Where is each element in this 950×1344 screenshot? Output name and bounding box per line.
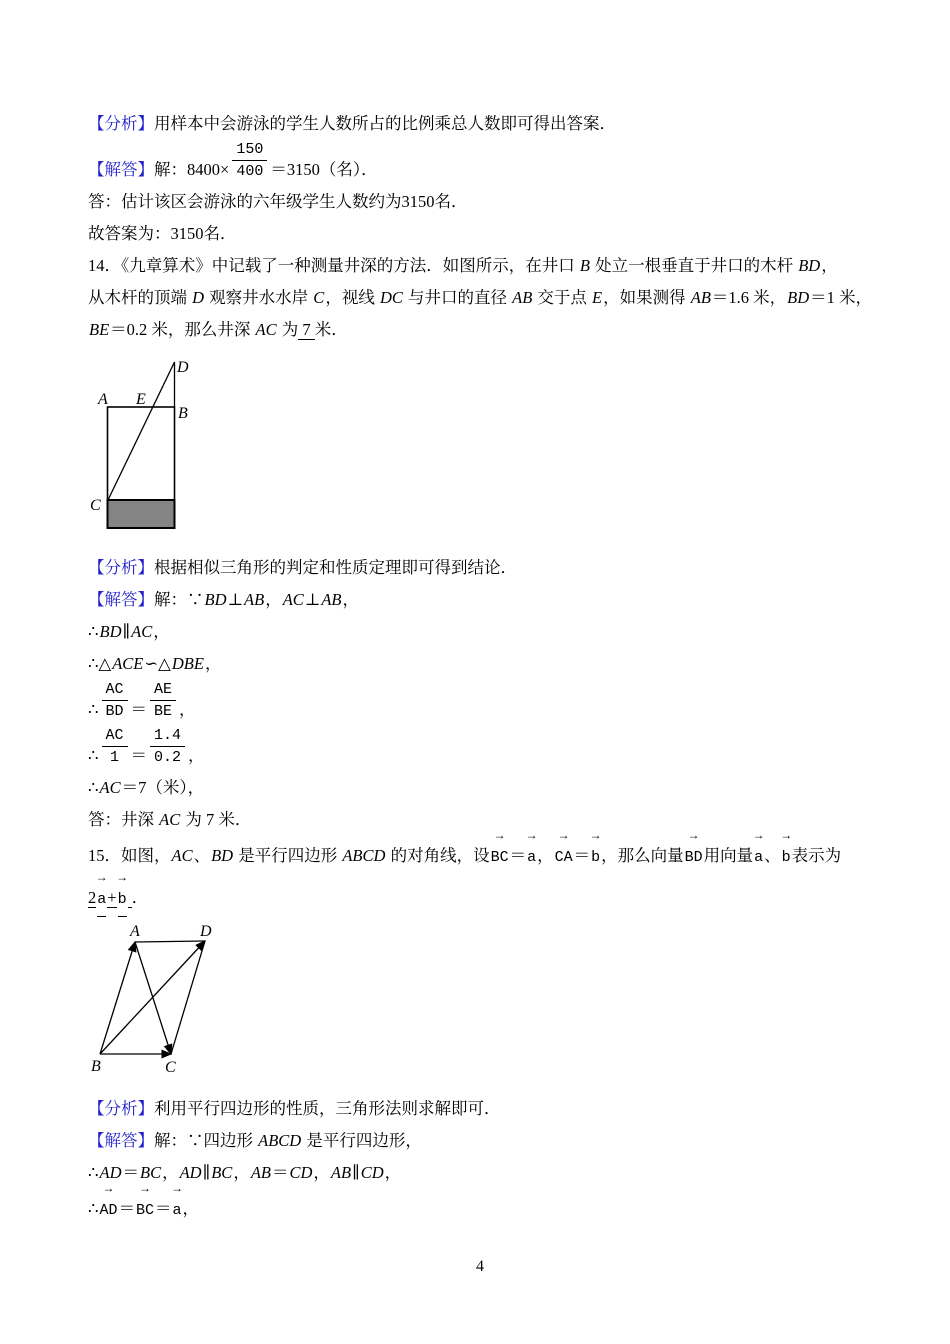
q15-solution-line-2 [88, 1157, 872, 1189]
text-segment: 的对角线，设 [386, 846, 490, 865]
text-segment: AC [171, 846, 193, 865]
text-segment: 、 [193, 846, 211, 865]
text-segment: DC [379, 288, 403, 307]
vector-arrow-icon: → [690, 829, 698, 843]
vector-arrow-icon: → [495, 829, 504, 843]
text-segment: + [107, 888, 117, 907]
text-segment: ， [233, 1163, 250, 1182]
label-a: A [98, 391, 108, 408]
q14-solution-line-5 [88, 726, 872, 772]
fraction-denominator: BD [105, 703, 124, 720]
label-b: B [91, 1058, 101, 1075]
q14-stem-line-2 [88, 282, 872, 314]
text-segment: ＝ [573, 846, 591, 865]
text-segment: 【分析】 [88, 558, 154, 577]
q15-solution-line-3 [88, 1182, 872, 1227]
text-segment: ＝3150（名）． [270, 160, 378, 179]
text-segment: ， [313, 1163, 330, 1182]
text-segment: ∴ [88, 700, 99, 719]
text-segment: 是平行四边形， [302, 1131, 422, 1150]
text-segment: ＝ [130, 746, 148, 765]
text-segment: 为 7 米． [181, 810, 252, 829]
parallelogram-diagram [88, 923, 248, 1083]
water-rect [108, 500, 175, 528]
text-segment: BD [204, 590, 227, 609]
vector-arrow-icon: → [527, 829, 536, 843]
fraction [150, 726, 185, 767]
q14-solution-line-2 [88, 616, 872, 648]
text-segment: 观察井水水岸 [205, 288, 313, 307]
text-segment: D [192, 288, 205, 307]
text-segment: ＝ [155, 1199, 172, 1218]
text-segment: ，如果测得 [603, 288, 690, 307]
text-segment: BD [99, 622, 122, 641]
q13-solution-line [88, 140, 872, 186]
text-segment: ， [153, 622, 170, 641]
fraction-numerator: AC [102, 726, 128, 747]
side-dc [171, 941, 205, 1054]
text-segment: 用向量 [703, 846, 754, 865]
text-segment: ∴ [88, 746, 99, 765]
vector-arrow-icon: → [104, 1182, 113, 1196]
label-c: C [90, 497, 101, 514]
fraction-denominator: 0.2 [154, 749, 182, 766]
text-segment: ∴ [88, 1163, 99, 1182]
page-number: 4 [476, 1258, 484, 1275]
vector: → BD [684, 829, 703, 866]
text-segment: ＝1.6 米， [711, 288, 787, 307]
text-segment: AC [159, 810, 181, 829]
text-segment: AB [512, 288, 533, 307]
q15-analysis-line [88, 1093, 872, 1125]
text-segment: 米． [314, 320, 348, 339]
text-segment: ， [537, 846, 554, 865]
text-segment: ， [188, 746, 205, 765]
text-segment: ＝1 米， [810, 288, 873, 307]
text-segment: AB [321, 590, 342, 609]
text-segment: AC [255, 320, 277, 339]
vector-arrow-icon: → [592, 829, 600, 843]
text-segment: ， [182, 1199, 200, 1218]
text-segment: ＝ [509, 846, 527, 865]
text-segment: 答：估计该区会游泳的六年级学生人数约为3150名． [88, 192, 468, 211]
text-segment: CD [360, 1163, 384, 1182]
text-segment: 【解答】 [88, 590, 154, 609]
text-segment: BD [211, 846, 234, 865]
text-segment: 是平行四边形 [234, 846, 342, 865]
text-segment: DBE [171, 654, 204, 673]
q14-analysis-line [88, 552, 872, 584]
text-segment: 交于点 [533, 288, 592, 307]
fraction-denominator: BE [154, 703, 173, 720]
vector: → a [527, 829, 537, 866]
text-segment: ＝ [130, 700, 148, 719]
text-segment: ＝ [122, 1163, 139, 1182]
text-segment: ⊥ [227, 590, 244, 609]
fraction [102, 680, 128, 721]
text-segment: AB [250, 1163, 271, 1182]
vector: → a [97, 884, 106, 917]
text-segment: 【分析】 [88, 1099, 154, 1118]
vector: → b [781, 829, 791, 866]
side-ad [135, 941, 205, 942]
text-segment: ， [204, 654, 222, 673]
q15-parallelogram-figure [88, 923, 872, 1083]
text-segment: 与井口的直径 [403, 288, 512, 307]
text-segment: B [579, 256, 590, 275]
vector: → a [172, 1182, 182, 1219]
fraction-numerator: 150 [232, 140, 267, 161]
text-segment: BD [787, 288, 810, 307]
text-segment: ， [384, 1163, 402, 1182]
text-segment: ， [342, 590, 359, 609]
text-segment: 解：8400× [154, 160, 230, 179]
fraction [102, 726, 128, 767]
text-segment: 、 [764, 846, 781, 865]
text-segment: 利用平行四边形的性质，三角形法则求解即可． [154, 1099, 501, 1118]
label-a: A [130, 923, 140, 940]
vector-arrow-icon: → [755, 829, 763, 843]
text-segment: ACE [112, 654, 144, 673]
text-segment: ∽△ [144, 654, 171, 673]
fraction-numerator: AC [102, 680, 128, 701]
q14-solution-line-1 [88, 584, 872, 616]
text-segment: ＝7（米）， [121, 778, 205, 797]
text-segment: ＝ [271, 1163, 289, 1182]
text-segment: ＝0.2 米，那么井深 [110, 320, 255, 339]
q14-well-figure [88, 350, 872, 542]
q13-analysis-line [88, 108, 872, 140]
text-segment: ∥ [352, 1163, 360, 1182]
q15-answer-line [88, 871, 872, 917]
vector: → AD [99, 1182, 118, 1219]
text-segment: AB [244, 590, 265, 609]
text-segment: E [592, 288, 603, 307]
text-segment: 解：∵四边形 [154, 1131, 258, 1150]
text-segment: AC [99, 778, 121, 797]
q15-stem-line [88, 829, 872, 874]
fraction [150, 680, 176, 721]
vector: → b [591, 829, 601, 866]
vector-arrow-icon: → [141, 1182, 149, 1196]
text-segment: BC [211, 1163, 233, 1182]
text-segment: 从木杆的顶端 [88, 288, 192, 307]
vector-arrow-icon: → [98, 871, 106, 885]
text-segment: 根据相似三角形的判定和性质定理即可得到结论． [154, 558, 517, 577]
text-segment: AB [330, 1163, 352, 1182]
vector-arrow-icon: → [118, 871, 126, 885]
fraction [232, 140, 267, 181]
text-segment: 【分析】 [88, 114, 154, 133]
text-segment: 处立一根垂直于井口的木杆 [590, 256, 798, 275]
label-d: D [177, 359, 189, 376]
side-ba-vector [100, 942, 135, 1054]
q14-stem-line-1 [88, 250, 872, 282]
text-segment: ，视线 [325, 288, 379, 307]
text-segment: CD [289, 1163, 313, 1182]
text-segment: ． [131, 888, 149, 907]
text-segment: ， [179, 700, 196, 719]
label-b: B [178, 405, 188, 422]
text-segment: ＝ [118, 1199, 136, 1218]
well-diagram [88, 350, 238, 542]
q13-answer-line [88, 186, 872, 218]
text-segment: ， [821, 256, 838, 275]
label-c: C [165, 1059, 176, 1076]
sightline-cd [108, 362, 175, 500]
text-segment: AD [179, 1163, 202, 1182]
vector-arrow-icon: → [173, 1182, 181, 1196]
vector-arrow-icon: → [782, 829, 790, 843]
q14-stem-line-3 [88, 314, 872, 346]
text-segment: ∴ [88, 1199, 99, 1218]
fraction-denominator: 400 [236, 163, 264, 180]
text-segment: 表示为 [791, 846, 842, 865]
text-segment: 解：∵ [154, 590, 204, 609]
text-segment: C [313, 288, 325, 307]
text-segment: ⊥ [304, 590, 321, 609]
text-segment: AB [690, 288, 711, 307]
text-segment: 15．如图， [88, 846, 171, 865]
text-segment: ∥ [202, 1163, 211, 1182]
label-d: D [200, 923, 212, 940]
text-segment: 【解答】 [88, 1131, 154, 1150]
text-segment: 2 [88, 888, 97, 907]
text-segment: ∴ [88, 622, 99, 641]
text-segment: 【解答】 [88, 160, 154, 179]
text-segment: BD [798, 256, 821, 275]
text-segment: ∴ [88, 778, 99, 797]
text-segment: 用样本中会游泳的学生人数所占的比例乘总人数即可得出答案． [154, 114, 616, 133]
text-segment: ∴△ [88, 654, 112, 673]
text-segment: AC [282, 590, 304, 609]
q15-solution-line-1 [88, 1125, 872, 1157]
vector: → a [754, 829, 764, 866]
diagonal-ac-vector [135, 942, 171, 1054]
q13-final-answer-line [88, 218, 872, 250]
q14-solution-line-3 [88, 648, 872, 680]
q14-solution-line-4 [88, 680, 872, 726]
label-e: E [136, 391, 146, 408]
text-segment: 7 [298, 320, 315, 339]
text-segment: ，那么向量 [601, 846, 684, 865]
text-segment: ∥ [122, 622, 131, 641]
text-segment: BE [89, 320, 110, 339]
text-segment: ， [162, 1163, 179, 1182]
text-segment: 14．《九章算术》中记载了一种测量井深的方法．如图所示，在井口 [88, 256, 579, 275]
vector-arrow-icon: → [560, 829, 568, 843]
text-segment: ABCD [342, 846, 386, 865]
q14-solution-line-6 [88, 772, 872, 804]
vector: → b [118, 884, 127, 917]
fraction-denominator: 1 [110, 749, 120, 766]
vector: → CA [554, 829, 573, 866]
text-segment: 答：井深 [88, 810, 159, 829]
text-segment: 故答案为：3150名． [88, 224, 237, 243]
text-segment: BC [140, 1163, 162, 1182]
fraction-numerator: AE [150, 680, 176, 701]
text-segment: AC [131, 622, 153, 641]
text-segment: ， [265, 590, 282, 609]
text-segment: 为 [277, 320, 299, 339]
text-segment: ABCD [258, 1131, 302, 1150]
vector: → BC [136, 1182, 155, 1219]
fraction-numerator: 1.4 [150, 726, 185, 747]
vector: → BC [490, 829, 509, 866]
text-segment: AD [99, 1163, 122, 1182]
